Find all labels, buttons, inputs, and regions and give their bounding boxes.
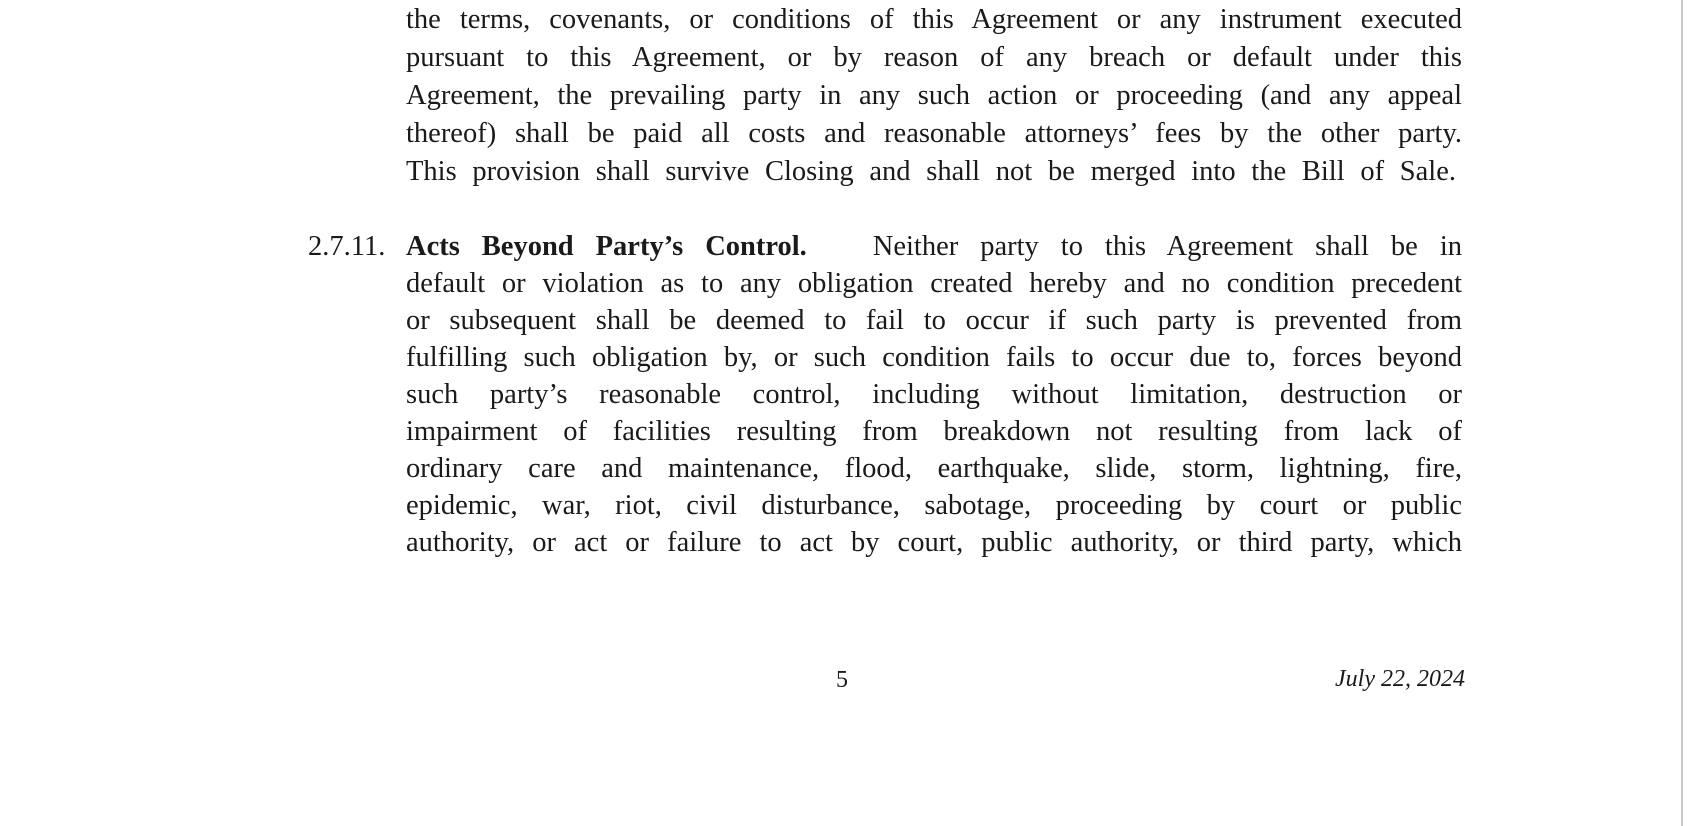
paragraph-line: thereof) shall be paid all costs and reasonable attorneys’ fees by the other party. bbox=[406, 118, 1462, 149]
section-number: 2.7.11. bbox=[308, 231, 386, 262]
section-heading: Acts Beyond Party’s Control. bbox=[406, 231, 807, 262]
page-edge-line bbox=[1681, 0, 1683, 826]
paragraph-line: the terms, covenants, or conditions of this Agreement or any instrument executed bbox=[406, 4, 1462, 35]
section-first-line-text: Neither party to this Agreement shall be in bbox=[872, 231, 1462, 262]
section-line: epidemic, war, riot, civil disturbance, sabotage, proceeding by court or public bbox=[406, 490, 1462, 521]
section-line: or subsequent shall be deemed to fail to occur if such party is prevented from bbox=[406, 305, 1462, 336]
section-line: default or violation as to any obligation created hereby and no condition precedent bbox=[406, 268, 1462, 299]
section-line: fulfilling such obligation by, or such condition fails to occur due to, forces beyond bbox=[406, 342, 1462, 373]
section-line: impairment of facilities resulting from breakdown not resulting from lack of bbox=[406, 416, 1462, 447]
paragraph-line: Agreement, the prevailing party in any such action or proceeding (and any appeal bbox=[406, 80, 1462, 111]
footer-date: July 22, 2024 bbox=[1335, 666, 1465, 692]
section-line: authority, or act or failure to act by court, public authority, or third party, which bbox=[406, 527, 1462, 558]
paragraph-line: This provision shall survive Closing and shall not be merged into the Bill of Sale. bbox=[406, 156, 1456, 187]
paragraph-line: pursuant to this Agreement, or by reason of any breach or default under this bbox=[406, 42, 1462, 73]
section-line: such party’s reasonable control, including without limitation, destruction or bbox=[406, 379, 1462, 410]
section-first-line bbox=[406, 233, 1462, 262]
section-line: ordinary care and maintenance, flood, earthquake, slide, storm, lightning, fire, bbox=[406, 453, 1462, 484]
page-number: 5 bbox=[836, 667, 848, 693]
